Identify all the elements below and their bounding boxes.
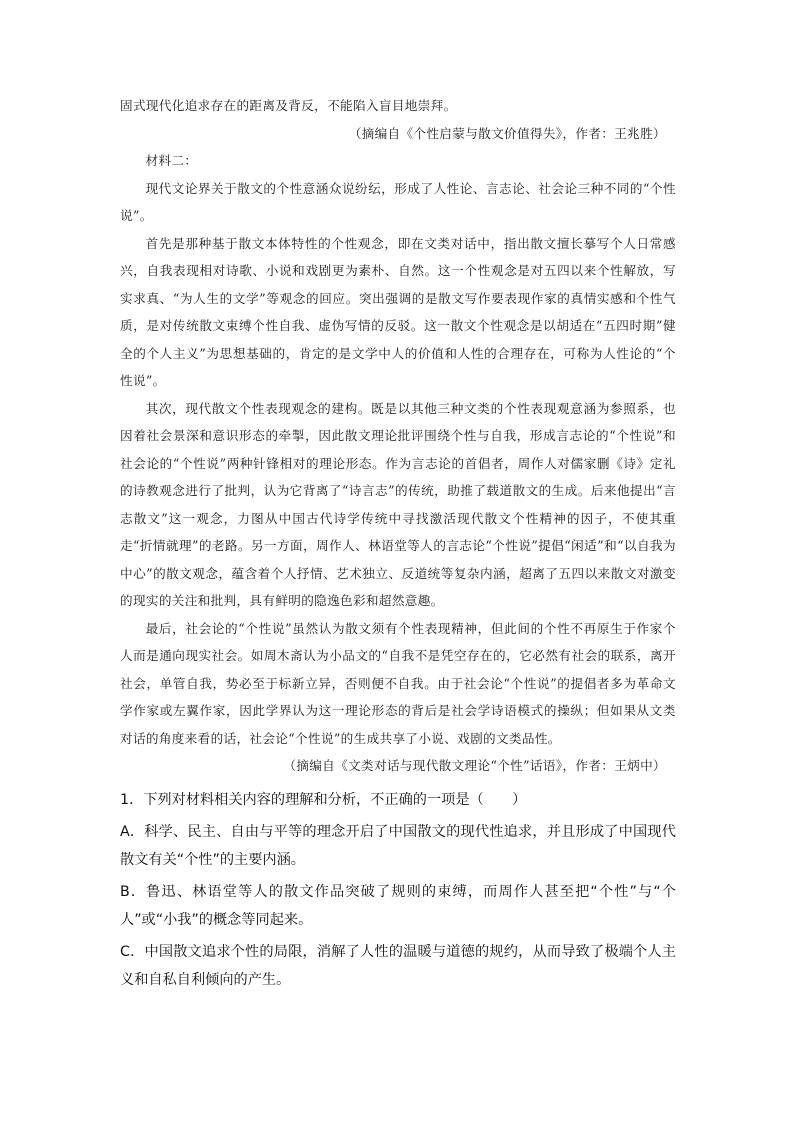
material2-heading: 材料二： bbox=[145, 153, 198, 168]
material1-source: （摘编自《个性启蒙与散文价值得失》，作者：王兆胜） bbox=[348, 125, 666, 141]
material2-paragraph-4: 最后，社会论的“个性说”虽然认为散文须有个性表现精神，但此间的个性不再原生于作家个人而是通向现实社会。如周木斋认为小品文的“自我不是凭空存在的，它必然有社会的联系，离开社会，单管自我，势必至于标新立异，否则便不自我。由于社会论“个性说”的提倡者多为革命文学作家或左翼作家，因此学界认为这一理论形态的背后是社会学诗语模式的操纵；但如果从文类对话的角度来看的话，社会论“个性说”的生成共享了小说、戏剧的文类品性。 bbox=[120, 620, 676, 746]
option-c: C．中国散文追求个性的局限，消解了人性的温暖与道德的规约，从而导致了极端个人主义和自私自利倾向的产生。 bbox=[120, 943, 676, 988]
material2-paragraph-3: 其次，现代散文个性表现观念的建构。既是以其他三种文类的个性表现观意涵为参照系，也因着社会景深和意识形态的牵掣，因此散文理论批评围绕个性与自我，形成言志论的“个性说”和社会论的“个性说”两种针锋相对的理论形态。作为言志论的首倡者，周作人对儒家删《诗》定礼的诗教观念进行了批判，认为它背离了“诗言志”的传统，助推了载道散文的生成。后来他提出“言志散文”这一观念，力图从中国古代诗学传统中寻找激活现代散文个性精神的因子，不使其重走“折情就理”的老路。另一方面，周作人、林语堂等人的言志论“个性说”提倡“闲适”和“以自我为中心”的散文观念，蕴含着个人抒情、艺术独立、反道统等复杂内涵，超离了五四以来散文对激变的现实的关注和批判，具有鲜明的隐逸色彩和超然意趣。 bbox=[120, 400, 676, 608]
option-a: A．科学、民主、自由与平等的理念开启了中国散文的现代性追求，并且形成了中国现代散文有关“个性”的主要内涵。 bbox=[120, 823, 676, 868]
question-stem: 1．下列对材料相关内容的理解和分析，不正确的一项是（ ） bbox=[120, 791, 527, 808]
material2-paragraph-2: 首先是那种基于散文本体特性的个性观念，即在文类对话中，指出散文擅长摹写个人日常感兴，自我表现相对诗歌、小说和戏剧更为素朴、自然。这一个性观念是对五四以来个性解放，写实求真、“为人生的文学”等观念的回应。突出强调的是散文写作要表现作家的真情实感和个性气质，是对传统散文束缚个性自我、虚伪写情的反驳。这一散文个性观念是以胡适在“五四时期”健全的个人主义”为思想基础的，肯定的是文学中人的价值和人性的合理存在，可称为人性论的“个性说”。 bbox=[120, 235, 676, 388]
material2-paragraph-1: 现代文论界关于散文的个性意涵众说纷纭，形成了人性论、言志论、社会论三种不同的“个性说”。 bbox=[120, 180, 676, 223]
material2-source: （摘编自《文类对话与现代散文理论“个性”话语》，作者：王炳中） bbox=[283, 758, 666, 773]
document-body bbox=[120, 92, 676, 994]
material1-tail-paragraph: 固式现代化追求存在的距离及背反，不能陷入盲目地崇拜。 bbox=[120, 98, 457, 113]
option-b: B．鲁迅、林语堂等人的散文作品突破了规则的束缚，而周作人甚至把“个性”与“个人”或“小我”的概念等同起来。 bbox=[120, 883, 676, 928]
